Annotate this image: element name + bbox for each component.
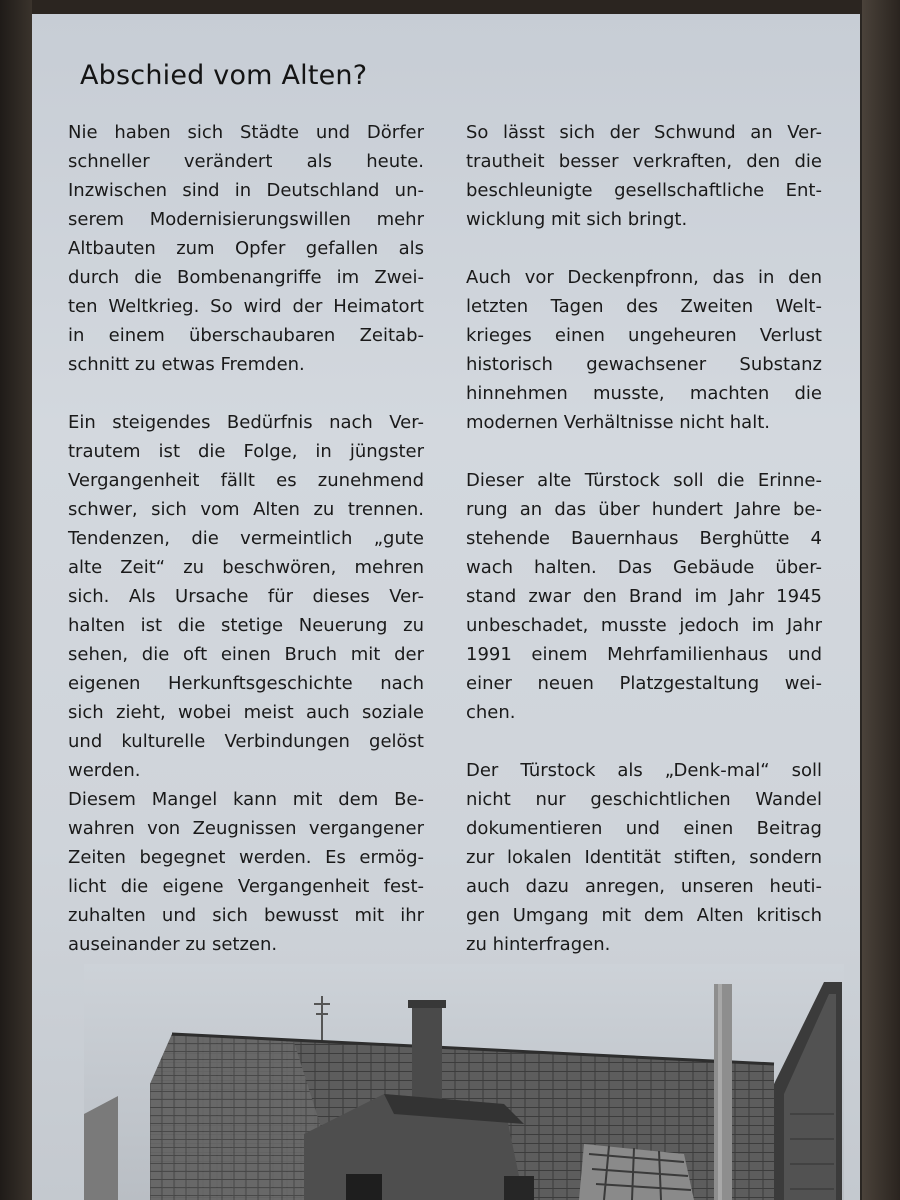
sign-title: Abschied vom Alten? — [80, 60, 368, 91]
text-line: Altbauten zum Opfer gefallen als — [68, 238, 424, 259]
right-text-column — [466, 118, 822, 959]
sign-frame-left — [0, 0, 32, 1200]
text-line: historisch gewachsener Substanz — [466, 354, 822, 375]
paragraph — [68, 785, 424, 959]
text-line: durch die Bombenangriffe im Zwei- — [68, 267, 424, 288]
text-line: wahren von Zeugnissen vergangener — [68, 818, 424, 839]
text-line: halten ist die stetige Neuerung zu — [68, 615, 424, 636]
text-line: Der Türstock als „Denk-mal“ soll — [466, 760, 822, 781]
text-line: werden. — [68, 760, 141, 781]
text-line: hinnehmen musste, machten die — [466, 383, 822, 404]
text-line: in einem überschaubaren Zeitab- — [68, 325, 424, 346]
text-line: trautem ist die Folge, in jüngster — [68, 441, 424, 462]
left-text-column — [68, 118, 424, 959]
sign-frame-right — [862, 0, 900, 1200]
text-line: Nie haben sich Städte und Dörfer — [68, 122, 424, 143]
text-line: Dieser alte Türstock soll die Erinne- — [466, 470, 822, 491]
text-line: 1991 einem Mehrfamilienhaus und — [466, 644, 822, 665]
text-line: gen Umgang mit dem Alten kritisch — [466, 905, 822, 926]
info-sign-panel — [32, 14, 860, 1200]
paragraph — [466, 466, 822, 727]
text-line: beschleunigte gesellschaftliche Ent- — [466, 180, 822, 201]
text-line: sich. Als Ursache für dieses Ver- — [68, 586, 424, 607]
text-line: Inzwischen sind in Deutschland un- — [68, 180, 424, 201]
sign-frame-top — [0, 0, 900, 14]
paragraph — [68, 408, 424, 785]
text-line: Ein steigendes Bedürfnis nach Ver- — [68, 412, 424, 433]
paragraph — [466, 118, 822, 234]
text-line: zu hinterfragen. — [466, 934, 611, 955]
text-line: stand zwar den Brand im Jahr 1945 — [466, 586, 822, 607]
text-line: wach halten. Das Gebäude über- — [466, 557, 822, 578]
text-line: letzten Tagen des Zweiten Welt- — [466, 296, 822, 317]
text-line: auch dazu anregen, unseren heuti- — [466, 876, 822, 897]
text-line: eigenen Herkunftsgeschichte nach — [68, 673, 424, 694]
text-line: Vergangenheit fällt es zunehmend — [68, 470, 424, 491]
text-line: trautheit besser verkraften, den die — [466, 151, 822, 172]
text-line: nicht nur geschichtlichen Wandel — [466, 789, 822, 810]
paragraph — [466, 263, 822, 437]
historic-farmhouse-photo — [84, 964, 844, 1200]
text-line: Auch vor Deckenpfronn, das in den — [466, 267, 822, 288]
text-line: zuhalten und sich bewusst mit ihr — [68, 905, 424, 926]
text-line: dokumentieren und einen Beitrag — [466, 818, 822, 839]
text-line: rung an das über hundert Jahre be- — [466, 499, 822, 520]
text-line: schneller verändert als heute. — [68, 151, 424, 172]
text-line: licht die eigene Vergangenheit fest- — [68, 876, 424, 897]
text-line: Zeiten begegnet werden. Es ermög- — [68, 847, 424, 868]
paragraph — [68, 118, 424, 379]
text-line: Diesem Mangel kann mit dem Be- — [68, 789, 424, 810]
text-line: zur lokalen Identität stiften, sondern — [466, 847, 822, 868]
text-line: So lässt sich der Schwund an Ver- — [466, 122, 822, 143]
text-line: und kulturelle Verbindungen gelöst — [68, 731, 424, 752]
text-line: sich zieht, wobei meist auch soziale — [68, 702, 424, 723]
text-line: stehende Bauernhaus Berghütte 4 — [466, 528, 822, 549]
text-line: schwer, sich vom Alten zu trennen. — [68, 499, 424, 520]
text-line: wicklung mit sich bringt. — [466, 209, 688, 230]
text-line: chen. — [466, 702, 516, 723]
text-line: krieges einen ungeheuren Verlust — [466, 325, 822, 346]
paragraph — [466, 756, 822, 959]
text-line: serem Modernisierungswillen mehr — [68, 209, 424, 230]
text-line: alte Zeit“ zu beschwören, mehren — [68, 557, 424, 578]
text-line: schnitt zu etwas Fremden. — [68, 354, 305, 375]
text-line: modernen Verhältnisse nicht halt. — [466, 412, 770, 433]
text-line: auseinander zu setzen. — [68, 934, 278, 955]
text-line: ten Weltkrieg. So wird der Heimatort — [68, 296, 424, 317]
text-line: sehen, die oft einen Bruch mit der — [68, 644, 424, 665]
text-line: Tendenzen, die vermeintlich „gute — [68, 528, 424, 549]
text-line: einer neuen Platzgestaltung wei- — [466, 673, 822, 694]
text-line: unbeschadet, musste jedoch im Jahr — [466, 615, 822, 636]
